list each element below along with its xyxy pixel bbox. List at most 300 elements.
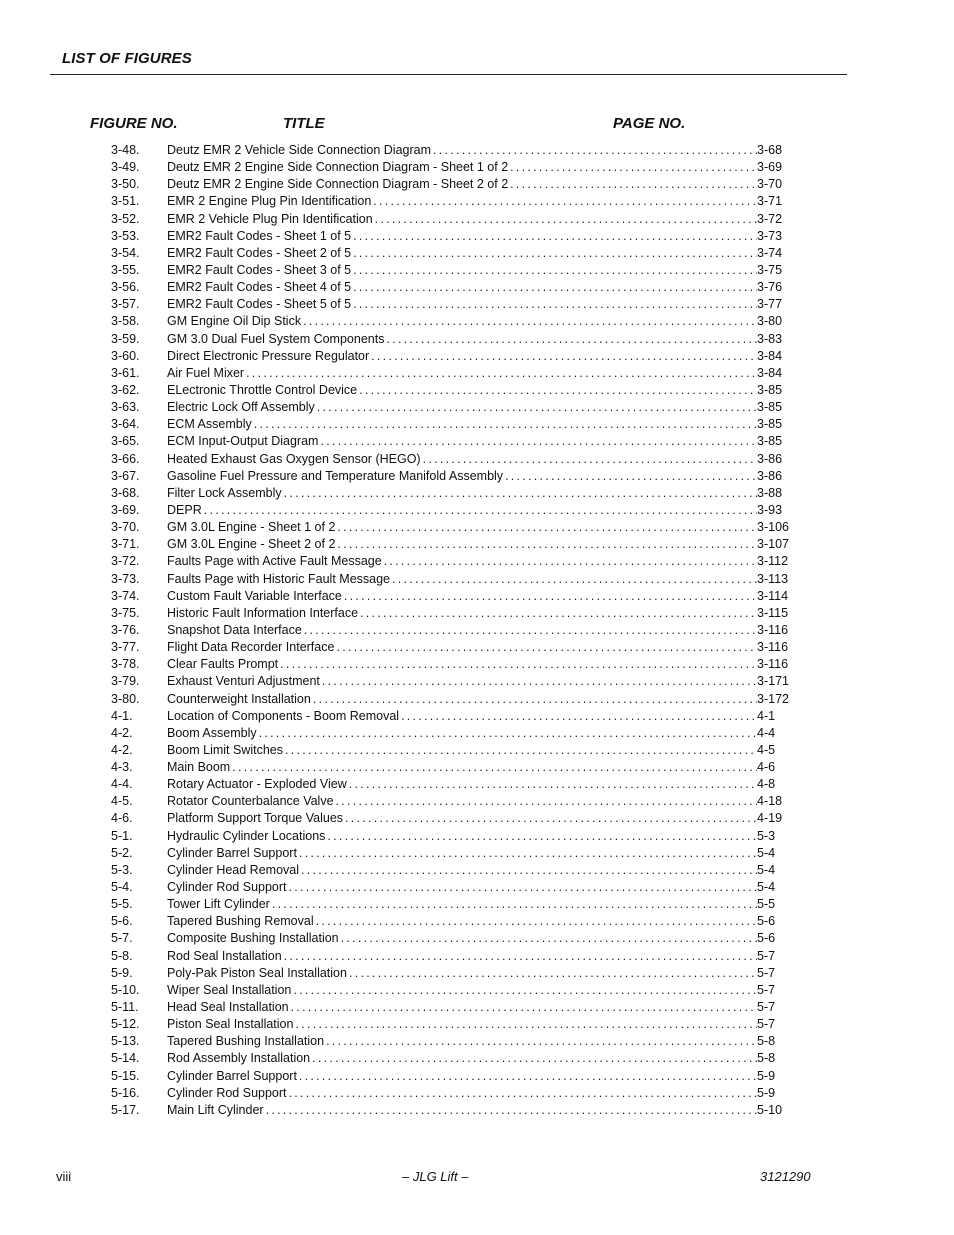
figure-title: Boom Limit Switches: [167, 742, 284, 757]
figure-entry[interactable]: [0, 553, 954, 570]
figure-no-column-heading: FIGURE NO.: [90, 115, 178, 132]
figure-title-leader: [167, 982, 757, 999]
figure-number: 3-54.: [111, 245, 140, 260]
dot-leader: [384, 553, 757, 570]
figure-entry[interactable]: [0, 159, 954, 176]
figure-number: 4-2.: [111, 742, 133, 757]
figure-number: 3-73.: [111, 571, 140, 586]
figure-title: Rod Assembly Installation: [167, 1051, 311, 1066]
figure-page-number: 3-107: [757, 537, 789, 552]
figure-title-leader: [167, 1085, 757, 1102]
figure-page-number: 3-115: [757, 605, 789, 620]
figure-page-number: 3-75: [757, 262, 783, 277]
figure-entry[interactable]: [0, 725, 954, 742]
dot-leader: [317, 399, 757, 416]
figure-title: DEPR: [167, 502, 202, 517]
dot-leader: [336, 639, 757, 656]
figure-title: EMR2 Fault Codes - Sheet 2 of 5: [167, 245, 352, 260]
figure-title-leader: [167, 519, 757, 536]
figure-page-number: 3-88: [757, 485, 783, 500]
figure-number: 3-59.: [111, 331, 140, 346]
dot-leader: [327, 828, 757, 845]
figure-title: EMR2 Fault Codes - Sheet 3 of 5: [167, 262, 352, 277]
dot-leader: [341, 930, 757, 947]
figure-number: 3-56.: [111, 280, 140, 295]
figure-number: 5-8.: [111, 948, 133, 963]
figure-title: Boom Assembly: [167, 725, 257, 740]
figure-page-number: 5-4: [757, 845, 776, 860]
figure-entry[interactable]: [0, 502, 954, 519]
figure-entry[interactable]: [0, 193, 954, 210]
figure-page-number: 5-7: [757, 965, 776, 980]
figure-entry[interactable]: [0, 639, 954, 656]
figure-page-number: 3-171: [757, 674, 789, 689]
figure-page-number: 4-1: [757, 708, 776, 723]
figure-title-leader: [167, 742, 757, 759]
figure-number: 5-13.: [111, 1034, 140, 1049]
figure-entry[interactable]: [0, 879, 954, 896]
figure-entry[interactable]: [0, 930, 954, 947]
figure-title: Counterweight Installation: [167, 691, 311, 706]
dot-leader: [301, 862, 757, 879]
dot-leader: [360, 605, 757, 622]
figure-entry[interactable]: [0, 691, 954, 708]
figure-entry[interactable]: [0, 913, 954, 930]
figure-title-leader: [167, 588, 757, 605]
dot-leader: [289, 879, 757, 896]
figure-number: 3-72.: [111, 554, 140, 569]
dot-leader: [295, 1016, 757, 1033]
figure-page-number: 5-7: [757, 982, 776, 997]
figure-title-leader: [167, 639, 757, 656]
dot-leader: [375, 211, 757, 228]
figure-list: [0, 142, 954, 1119]
figure-number: 4-3.: [111, 760, 133, 775]
figure-title-leader: [167, 965, 757, 982]
figure-number: 5-10.: [111, 982, 140, 997]
figure-entry[interactable]: [0, 142, 954, 159]
figure-title-leader: [167, 262, 757, 279]
figure-title-leader: [167, 759, 757, 776]
figure-title-leader: [167, 571, 757, 588]
figure-number: 3-68.: [111, 485, 140, 500]
figure-title: Tapered Bushing Removal: [167, 914, 314, 929]
figure-number: 3-49.: [111, 160, 140, 175]
figure-title-leader: [167, 553, 757, 570]
figure-number: 3-53.: [111, 228, 140, 243]
figure-number: 3-76.: [111, 622, 140, 637]
figure-page-number: 5-9: [757, 1085, 776, 1100]
dot-leader: [353, 228, 757, 245]
figure-title-leader: [167, 1050, 757, 1067]
dot-leader: [304, 622, 757, 639]
dot-leader: [266, 1102, 757, 1119]
figure-page-number: 5-8: [757, 1051, 776, 1066]
figure-title-leader: [167, 159, 757, 176]
figure-entry[interactable]: [0, 896, 954, 913]
figure-page-number: 3-85: [757, 382, 783, 397]
figure-page-number: 5-7: [757, 1000, 776, 1015]
dot-leader: [272, 896, 757, 913]
figure-title-leader: [167, 930, 757, 947]
figure-page-number: 3-73: [757, 228, 783, 243]
figure-number: 5-6.: [111, 914, 133, 929]
figure-page-number: 5-6: [757, 914, 776, 929]
figure-title-leader: [167, 142, 757, 159]
figure-title: Main Lift Cylinder: [167, 1102, 264, 1117]
title-column-heading: TITLE: [283, 115, 325, 132]
figure-title-leader: [167, 896, 757, 913]
figure-page-number: 3-68: [757, 143, 783, 157]
dot-leader: [204, 502, 757, 519]
figure-title: Cylinder Barrel Support: [167, 1068, 297, 1083]
dot-leader: [326, 1033, 757, 1050]
figure-title-leader: [167, 913, 757, 930]
figure-title: Cylinder Barrel Support: [167, 845, 297, 860]
figure-number: 5-15.: [111, 1068, 140, 1083]
figure-number: 3-78.: [111, 657, 140, 672]
figure-title: Filter Lock Assembly: [167, 485, 282, 500]
figure-title: Cylinder Rod Support: [167, 880, 287, 895]
figure-title-leader: [167, 211, 757, 228]
figure-page-number: 3-83: [757, 331, 783, 346]
figure-page-number: 3-116: [757, 640, 789, 655]
figure-title: Head Seal Installation: [167, 1000, 289, 1015]
figure-title: Deutz EMR 2 Vehicle Side Connection Diagram: [167, 143, 432, 157]
figure-entry[interactable]: [0, 296, 954, 313]
figure-entry[interactable]: [0, 999, 954, 1016]
figure-entry[interactable]: [0, 399, 954, 416]
figure-title-leader: [167, 656, 757, 673]
figure-entry[interactable]: [0, 468, 954, 485]
figure-number: 3-66.: [111, 451, 140, 466]
dot-leader: [337, 519, 757, 536]
figure-number: 3-64.: [111, 417, 140, 432]
dot-leader: [293, 982, 757, 999]
figure-title-leader: [167, 793, 757, 810]
figure-title: ECM Assembly: [167, 417, 252, 432]
figure-title: GM Engine Oil Dip Stick: [167, 314, 302, 329]
figure-entry[interactable]: [0, 776, 954, 793]
dot-leader: [284, 485, 757, 502]
dot-leader: [313, 691, 757, 708]
figure-title-leader: [167, 879, 757, 896]
figure-title-leader: [167, 416, 757, 433]
figure-number: 3-52.: [111, 211, 140, 226]
figure-title-leader: [167, 725, 757, 742]
dot-leader: [285, 742, 757, 759]
figure-title-leader: [167, 1033, 757, 1050]
figure-entry[interactable]: [0, 965, 954, 982]
dot-leader: [303, 313, 757, 330]
figure-number: 3-60.: [111, 348, 140, 363]
figure-title: Composite Bushing Installation: [167, 931, 339, 946]
figure-entry[interactable]: [0, 571, 954, 588]
figure-title: Historic Fault Information Interface: [167, 605, 359, 620]
figure-title-leader: [167, 605, 757, 622]
dot-leader: [349, 965, 757, 982]
figure-title: ELectronic Throttle Control Device: [167, 382, 358, 397]
figure-entry[interactable]: [0, 1102, 954, 1119]
figure-number: 4-6.: [111, 811, 133, 826]
figure-entry[interactable]: [0, 176, 954, 193]
dot-leader: [386, 331, 757, 348]
footer-page-number: viii: [56, 1169, 72, 1184]
figure-entry[interactable]: [0, 828, 954, 845]
figure-title: GM 3.0 Dual Fuel System Components: [167, 331, 385, 346]
figure-page-number: 3-85: [757, 434, 783, 449]
figure-title-leader: [167, 313, 757, 330]
figure-number: 3-65.: [111, 434, 140, 449]
page-no-column-heading: PAGE NO.: [613, 115, 686, 132]
figure-entry[interactable]: [0, 536, 954, 553]
figure-title-leader: [167, 451, 757, 468]
dot-leader: [322, 673, 757, 690]
figure-title: Clear Faults Prompt: [167, 657, 279, 672]
dot-leader: [510, 159, 757, 176]
figure-title: Gasoline Fuel Pressure and Temperature Manifold Assembly: [167, 468, 504, 483]
figure-page-number: 4-19: [757, 811, 783, 826]
figure-title: Cylinder Rod Support: [167, 1085, 287, 1100]
dot-leader: [371, 348, 757, 365]
figure-title: EMR2 Fault Codes - Sheet 4 of 5: [167, 280, 352, 295]
figure-title-leader: [167, 245, 757, 262]
figure-entry[interactable]: [0, 982, 954, 999]
figure-page-number: 5-5: [757, 897, 776, 912]
figure-entry[interactable]: [0, 656, 954, 673]
figure-number: 3-69.: [111, 502, 140, 517]
figure-entry[interactable]: [0, 519, 954, 536]
dot-leader: [349, 776, 757, 793]
figure-page-number: 4-18: [757, 794, 783, 809]
figure-entry[interactable]: [0, 793, 954, 810]
figure-entry[interactable]: [0, 365, 954, 382]
figure-title: ECM Input-Output Diagram: [167, 434, 319, 449]
figure-number: 5-7.: [111, 931, 133, 946]
dot-leader: [299, 845, 757, 862]
dot-leader: [423, 451, 757, 468]
figure-entry[interactable]: [0, 1033, 954, 1050]
figure-title: Poly-Pak Piston Seal Installation: [167, 965, 347, 980]
figure-page-number: 5-4: [757, 880, 776, 895]
figure-number: 4-4.: [111, 777, 133, 792]
figure-page-number: 3-93: [757, 502, 783, 517]
figure-page-number: 3-85: [757, 400, 783, 415]
figure-entry[interactable]: [0, 622, 954, 639]
figure-number: 4-1.: [111, 708, 133, 723]
figure-number: 5-12.: [111, 1017, 140, 1032]
figure-title: Wiper Seal Installation: [167, 982, 292, 997]
figure-page-number: 3-172: [757, 691, 789, 706]
figure-entry[interactable]: [0, 433, 954, 450]
figure-title: Main Boom: [167, 760, 231, 775]
figure-number: 5-1.: [111, 828, 133, 843]
figure-title-leader: [167, 845, 757, 862]
figure-page-number: 3-69: [757, 160, 783, 175]
dot-leader: [510, 176, 757, 193]
figure-title: Tapered Bushing Installation: [167, 1034, 325, 1049]
figure-number: 3-77.: [111, 640, 140, 655]
figure-number: 5-9.: [111, 965, 133, 980]
figure-number: 3-79.: [111, 674, 140, 689]
figure-title: Electric Lock Off Assembly: [167, 400, 315, 415]
figure-entry[interactable]: [0, 245, 954, 262]
figure-page-number: 5-4: [757, 862, 776, 877]
figure-page-number: 3-85: [757, 417, 783, 432]
figure-number: 3-57.: [111, 297, 140, 312]
figure-title: Cylinder Head Removal: [167, 862, 300, 877]
figure-title-leader: [167, 502, 757, 519]
figure-title: GM 3.0L Engine - Sheet 1 of 2: [167, 520, 336, 535]
figure-entry[interactable]: [0, 1016, 954, 1033]
figure-number: 3-48.: [111, 143, 140, 157]
figure-number: 5-5.: [111, 897, 133, 912]
figure-title-leader: [167, 673, 757, 690]
dot-leader: [344, 588, 757, 605]
figure-title-leader: [167, 691, 757, 708]
figure-entry[interactable]: [0, 228, 954, 245]
figure-entry[interactable]: [0, 416, 954, 433]
dot-leader: [316, 913, 757, 930]
figure-page-number: 3-72: [757, 211, 783, 226]
figure-page-number: 3-70: [757, 177, 783, 192]
figure-number: 5-4.: [111, 880, 133, 895]
figure-title: Flight Data Recorder Interface: [167, 640, 335, 655]
figure-number: 5-16.: [111, 1085, 140, 1100]
figure-entry[interactable]: [0, 485, 954, 502]
figure-title: Rotary Actuator - Exploded View: [167, 777, 347, 792]
figure-number: 5-2.: [111, 845, 133, 860]
figure-entry[interactable]: [0, 708, 954, 725]
figure-title: Faults Page with Historic Fault Message: [167, 571, 391, 586]
figure-title-leader: [167, 365, 757, 382]
figure-title: Faults Page with Active Fault Message: [167, 554, 382, 569]
dot-leader: [353, 279, 757, 296]
figure-entry[interactable]: [0, 279, 954, 296]
figure-title-leader: [167, 485, 757, 502]
figure-page-number: 3-106: [757, 520, 789, 535]
figure-page-number: 5-9: [757, 1068, 776, 1083]
dot-leader: [353, 296, 757, 313]
dot-leader: [254, 416, 757, 433]
dot-leader: [373, 193, 757, 210]
figure-page-number: 3-84: [757, 365, 783, 380]
figure-entry[interactable]: [0, 845, 954, 862]
figure-title-leader: [167, 708, 757, 725]
figure-page-number: 4-8: [757, 777, 776, 792]
figure-entry[interactable]: [0, 313, 954, 330]
figure-page-number: 4-5: [757, 742, 776, 757]
figure-page-number: 3-86: [757, 468, 783, 483]
dot-leader: [359, 382, 757, 399]
dot-leader: [259, 725, 757, 742]
figure-page-number: 3-77: [757, 297, 783, 312]
figure-page-number: 3-116: [757, 622, 789, 637]
figure-page-number: 3-76: [757, 280, 783, 295]
figure-page-number: 5-7: [757, 948, 776, 963]
figure-number: 3-61.: [111, 365, 140, 380]
figure-number: 5-17.: [111, 1102, 140, 1117]
figure-page-number: 3-86: [757, 451, 783, 466]
figure-title: Tower Lift Cylinder: [167, 897, 270, 912]
figure-page-number: 3-84: [757, 348, 783, 363]
figure-title: Deutz EMR 2 Engine Side Connection Diagram - Sheet 1 of 2: [167, 160, 509, 175]
figure-entry[interactable]: [0, 862, 954, 879]
figure-number: 5-3.: [111, 862, 133, 877]
figure-entry[interactable]: [0, 759, 954, 776]
figure-title-leader: [167, 622, 757, 639]
figure-title: Platform Support Torque Values: [167, 811, 344, 826]
dot-leader: [336, 793, 757, 810]
dot-leader: [232, 759, 757, 776]
figure-title: Exhaust Venturi Adjustment: [167, 674, 320, 689]
figure-number: 3-63.: [111, 400, 140, 415]
figure-entry[interactable]: [0, 331, 954, 348]
figure-title-leader: [167, 862, 757, 879]
figure-number: 4-5.: [111, 794, 133, 809]
figure-entry[interactable]: [0, 1050, 954, 1067]
figure-title-leader: [167, 536, 757, 553]
figure-title: Air Fuel Mixer: [167, 365, 245, 380]
figure-entry[interactable]: [0, 348, 954, 365]
header-rule: [50, 74, 847, 75]
figure-number: 5-11.: [111, 1000, 139, 1015]
figure-page-number: 4-6: [757, 760, 776, 775]
dot-leader: [505, 468, 757, 485]
figure-entry[interactable]: [0, 605, 954, 622]
figure-entry[interactable]: [0, 673, 954, 690]
figure-page-number: 3-80: [757, 314, 783, 329]
figure-title-leader: [167, 296, 757, 313]
figure-entry[interactable]: [0, 742, 954, 759]
figure-page-number: 3-116: [757, 657, 789, 672]
dot-leader: [284, 948, 757, 965]
dot-leader: [345, 810, 757, 827]
figure-title-leader: [167, 948, 757, 965]
figure-title: Rotator Counterbalance Valve: [167, 794, 334, 809]
figure-entry[interactable]: [0, 1068, 954, 1085]
figure-entry[interactable]: [0, 451, 954, 468]
figure-page-number: 3-74: [757, 245, 783, 260]
figure-entry[interactable]: [0, 1085, 954, 1102]
figure-title: EMR2 Fault Codes - Sheet 5 of 5: [167, 297, 352, 312]
figure-number: 3-71.: [111, 537, 140, 552]
figure-page-number: 5-6: [757, 931, 776, 946]
figure-entry[interactable]: [0, 810, 954, 827]
figure-entry[interactable]: [0, 588, 954, 605]
dot-leader: [392, 571, 757, 588]
figure-title-leader: [167, 433, 757, 450]
figure-number: 3-70.: [111, 520, 140, 535]
figure-number: 5-14.: [111, 1051, 140, 1066]
footer-doc-number: 3121290: [760, 1169, 811, 1184]
figure-entry[interactable]: [0, 262, 954, 279]
figure-page-number: 5-10: [757, 1102, 783, 1117]
figure-title: Hydraulic Cylinder Locations: [167, 828, 326, 843]
figure-title-leader: [167, 1102, 757, 1119]
figure-entry[interactable]: [0, 382, 954, 399]
dot-leader: [320, 433, 757, 450]
figure-title: EMR 2 Vehicle Plug Pin Identification: [167, 211, 373, 226]
figure-title: Custom Fault Variable Interface: [167, 588, 342, 603]
figure-title-leader: [167, 399, 757, 416]
figure-page-number: 5-3: [757, 828, 776, 843]
figure-entry[interactable]: [0, 948, 954, 965]
dot-leader: [401, 708, 757, 725]
figure-number: 4-2.: [111, 725, 133, 740]
figure-entry[interactable]: [0, 211, 954, 228]
dot-leader: [246, 365, 757, 382]
